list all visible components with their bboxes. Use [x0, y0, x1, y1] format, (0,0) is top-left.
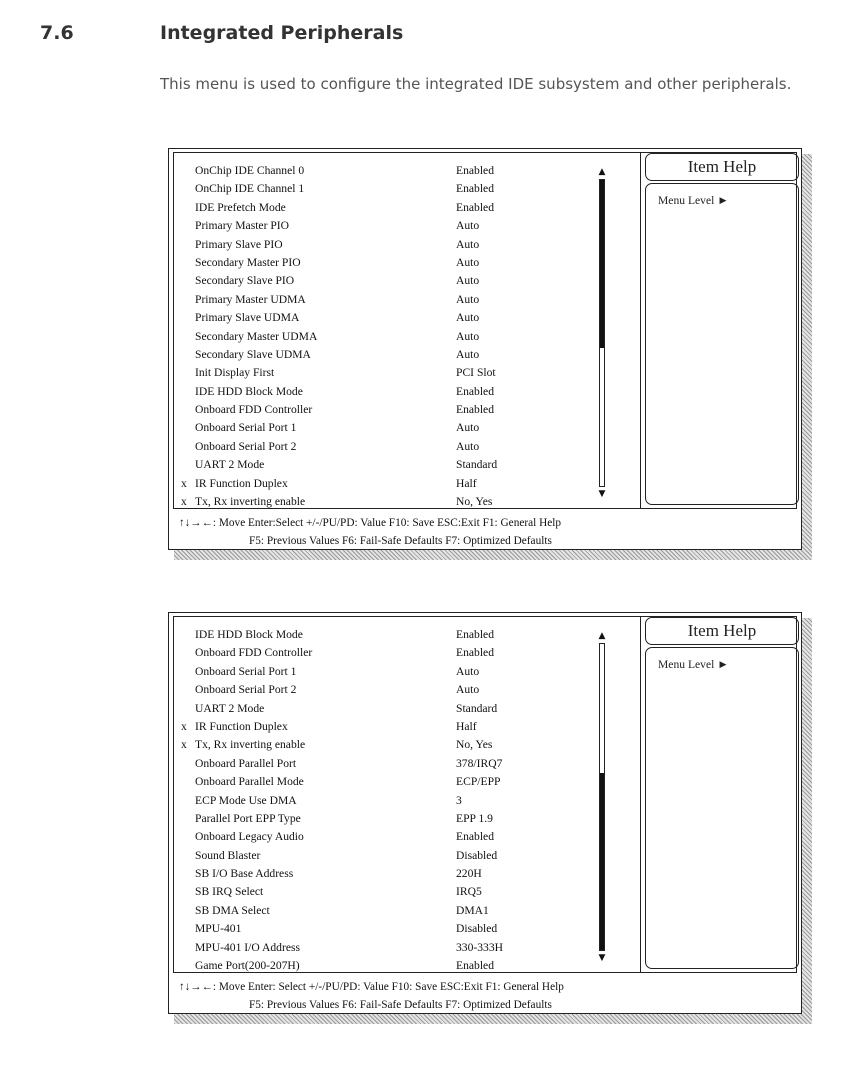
- setting-label: OnChip IDE Channel 1: [195, 182, 305, 196]
- setting-label: Onboard Serial Port 1: [195, 664, 297, 678]
- setting-value[interactable]: 330-333H: [456, 940, 504, 954]
- setting-row[interactable]: [181, 162, 596, 180]
- setting-label: SB I/O Base Address: [195, 867, 294, 881]
- setting-value[interactable]: Auto: [456, 255, 480, 269]
- setting-value[interactable]: Auto: [456, 347, 480, 361]
- item-help-title: Item Help: [645, 153, 799, 181]
- key-help-line-1: ↑↓→←: Move Enter: Select +/-/PU/PD: Value F10: Save ESC:Exit F1: General Help: [179, 981, 564, 993]
- setting-value[interactable]: 378/IRQ7: [456, 756, 503, 770]
- setting-value[interactable]: Auto: [456, 274, 480, 288]
- setting-label: Onboard FDD Controller: [195, 646, 313, 660]
- setting-row[interactable]: [181, 773, 596, 791]
- setting-label: Onboard Serial Port 1: [195, 421, 297, 435]
- setting-value[interactable]: Enabled: [456, 164, 494, 177]
- setting-label: UART 2 Mode: [195, 458, 265, 472]
- settings-list: [181, 626, 596, 975]
- setting-value[interactable]: Auto: [456, 311, 480, 325]
- setting-row[interactable]: [181, 792, 596, 810]
- setting-label: IDE Prefetch Mode: [195, 200, 286, 214]
- scroll-down-arrow-icon[interactable]: ▼: [598, 489, 606, 499]
- scrollbar[interactable]: [597, 631, 607, 963]
- setting-value[interactable]: Auto: [456, 237, 480, 251]
- setting-label: Onboard Serial Port 2: [195, 683, 297, 697]
- disabled-marker: x: [181, 719, 187, 733]
- setting-label: Onboard Serial Port 2: [195, 439, 297, 453]
- bios-screen-1: [168, 148, 814, 562]
- setting-value[interactable]: Auto: [456, 292, 480, 306]
- disabled-marker: x: [181, 495, 187, 509]
- setting-label: SB IRQ Select: [195, 885, 264, 899]
- setting-row[interactable]: [181, 493, 596, 511]
- setting-row[interactable]: [181, 847, 596, 865]
- setting-row[interactable]: [181, 626, 596, 644]
- setting-value[interactable]: 3: [456, 793, 462, 807]
- setting-row[interactable]: [181, 236, 596, 254]
- setting-label: SB DMA Select: [195, 903, 270, 917]
- setting-value[interactable]: Auto: [456, 329, 480, 343]
- setting-row[interactable]: [181, 957, 596, 975]
- setting-value[interactable]: Half: [456, 476, 477, 490]
- key-help-line-2: F5: Previous Values F6: Fail-Safe Defaults F7: Optimized Defaults: [249, 999, 552, 1011]
- scroll-thumb[interactable]: [600, 773, 604, 950]
- setting-row[interactable]: [181, 309, 596, 327]
- setting-label: Onboard Parallel Port: [195, 756, 297, 770]
- setting-label: UART 2 Mode: [195, 701, 265, 715]
- setting-value[interactable]: Enabled: [456, 959, 494, 973]
- setting-row[interactable]: [181, 681, 596, 699]
- setting-row[interactable]: [181, 883, 596, 901]
- setting-label: Parallel Port EPP Type: [195, 811, 301, 825]
- setting-row[interactable]: [181, 755, 596, 773]
- key-help-line-1: ↑↓→←: Move Enter:Select +/-/PU/PD: Value F10: Save ESC:Exit F1: General Help: [179, 517, 562, 529]
- setting-row[interactable]: [181, 346, 596, 364]
- setting-label: MPU-401: [195, 922, 242, 936]
- menu-level-label: Menu Level ►: [658, 658, 729, 671]
- setting-value[interactable]: Enabled: [456, 646, 494, 660]
- setting-value[interactable]: No, Yes: [456, 495, 493, 509]
- setting-value[interactable]: Standard: [456, 701, 498, 715]
- setting-row[interactable]: [181, 217, 596, 235]
- item-help-panel: [640, 617, 804, 973]
- setting-value[interactable]: No, Yes: [456, 738, 493, 752]
- setting-row[interactable]: [181, 475, 596, 493]
- setting-row[interactable]: [181, 718, 596, 736]
- setting-label: Primary Master PIO: [195, 219, 290, 233]
- menu-level-label: Menu Level ►: [658, 194, 729, 207]
- settings-list: [181, 162, 596, 511]
- section-title: Integrated Peripherals: [160, 22, 404, 44]
- section-number: 7.6: [40, 22, 74, 44]
- setting-value[interactable]: Enabled: [456, 628, 494, 641]
- setting-label: Sound Blaster: [195, 848, 261, 862]
- setting-row[interactable]: [181, 920, 596, 938]
- setting-value[interactable]: 220H: [456, 867, 482, 881]
- setting-row[interactable]: [181, 828, 596, 846]
- setting-row[interactable]: [181, 291, 596, 309]
- setting-value[interactable]: ECP/EPP: [456, 775, 501, 789]
- scrollbar[interactable]: [597, 167, 607, 499]
- scroll-up-arrow-icon[interactable]: ▲: [598, 631, 606, 641]
- setting-label: IDE HDD Block Mode: [195, 628, 303, 641]
- setting-value[interactable]: Enabled: [456, 384, 494, 398]
- setting-row[interactable]: [181, 180, 596, 198]
- setting-row[interactable]: [181, 663, 596, 681]
- setting-row[interactable]: [181, 419, 596, 437]
- setting-label: Tx, Rx inverting enable: [195, 738, 306, 752]
- setting-label: Primary Master UDMA: [195, 292, 306, 306]
- setting-label: Secondary Master UDMA: [195, 329, 318, 343]
- setting-label: Tx, Rx inverting enable: [195, 495, 306, 509]
- setting-value[interactable]: Enabled: [456, 182, 494, 196]
- setting-row[interactable]: [181, 254, 596, 272]
- setting-value[interactable]: Standard: [456, 458, 498, 472]
- setting-row[interactable]: [181, 364, 596, 382]
- setting-row[interactable]: [181, 736, 596, 754]
- setting-value[interactable]: EPP 1.9: [456, 811, 493, 825]
- setting-row[interactable]: [181, 456, 596, 474]
- setting-label: ECP Mode Use DMA: [195, 793, 297, 807]
- section-intro: This menu is used to configure the integrated IDE subsystem and other peripherals.: [160, 75, 792, 93]
- setting-row[interactable]: [181, 328, 596, 346]
- setting-label: Secondary Slave PIO: [195, 274, 295, 288]
- setting-value[interactable]: Enabled: [456, 830, 494, 844]
- item-help-panel: [640, 153, 804, 509]
- setting-value[interactable]: Enabled: [456, 403, 494, 417]
- setting-label: Secondary Slave UDMA: [195, 347, 311, 361]
- setting-label: IDE HDD Block Mode: [195, 384, 303, 398]
- setting-value[interactable]: Disabled: [456, 848, 498, 862]
- bios-panel: [173, 152, 797, 509]
- setting-row[interactable]: [181, 401, 596, 419]
- setting-label: Primary Slave UDMA: [195, 311, 300, 325]
- setting-value[interactable]: Auto: [456, 439, 480, 453]
- setting-label: Onboard Legacy Audio: [195, 830, 304, 844]
- setting-value[interactable]: Disabled: [456, 922, 498, 936]
- setting-label: MPU-401 I/O Address: [195, 940, 300, 954]
- setting-label: IR Function Duplex: [195, 719, 288, 733]
- scroll-thumb[interactable]: [600, 180, 604, 348]
- setting-value[interactable]: Enabled: [456, 200, 494, 214]
- setting-label: Init Display First: [195, 366, 275, 380]
- setting-label: IR Function Duplex: [195, 476, 288, 490]
- setting-value[interactable]: Auto: [456, 219, 480, 233]
- setting-row[interactable]: [181, 902, 596, 920]
- setting-value[interactable]: Half: [456, 719, 477, 733]
- setting-value[interactable]: Auto: [456, 683, 480, 697]
- setting-value[interactable]: Auto: [456, 664, 480, 678]
- disabled-marker: x: [181, 476, 187, 490]
- setting-value[interactable]: IRQ5: [456, 885, 482, 899]
- setting-row[interactable]: [181, 700, 596, 718]
- setting-label: Secondary Master PIO: [195, 255, 301, 269]
- item-help-title: Item Help: [645, 617, 799, 645]
- scroll-up-arrow-icon[interactable]: ▲: [598, 167, 606, 177]
- bios-screen-2: [168, 612, 814, 1026]
- bios-panel: [173, 616, 797, 973]
- scroll-down-arrow-icon[interactable]: ▼: [598, 953, 606, 963]
- setting-label: OnChip IDE Channel 0: [195, 164, 305, 177]
- setting-row[interactable]: [181, 939, 596, 957]
- setting-row[interactable]: [181, 865, 596, 883]
- setting-value[interactable]: Auto: [456, 421, 480, 435]
- setting-row[interactable]: [181, 199, 596, 217]
- setting-value[interactable]: DMA1: [456, 903, 489, 917]
- setting-label: Onboard Parallel Mode: [195, 775, 304, 789]
- setting-row[interactable]: [181, 383, 596, 401]
- setting-label: Onboard FDD Controller: [195, 403, 313, 417]
- setting-value[interactable]: PCI Slot: [456, 366, 496, 380]
- setting-row[interactable]: [181, 810, 596, 828]
- key-help-line-2: F5: Previous Values F6: Fail-Safe Defaults F7: Optimized Defaults: [249, 535, 552, 547]
- disabled-marker: x: [181, 738, 187, 752]
- setting-row[interactable]: [181, 438, 596, 456]
- setting-row[interactable]: [181, 644, 596, 662]
- setting-label: Game Port(200-207H): [195, 959, 300, 973]
- setting-row[interactable]: [181, 272, 596, 290]
- setting-label: Primary Slave PIO: [195, 237, 283, 251]
